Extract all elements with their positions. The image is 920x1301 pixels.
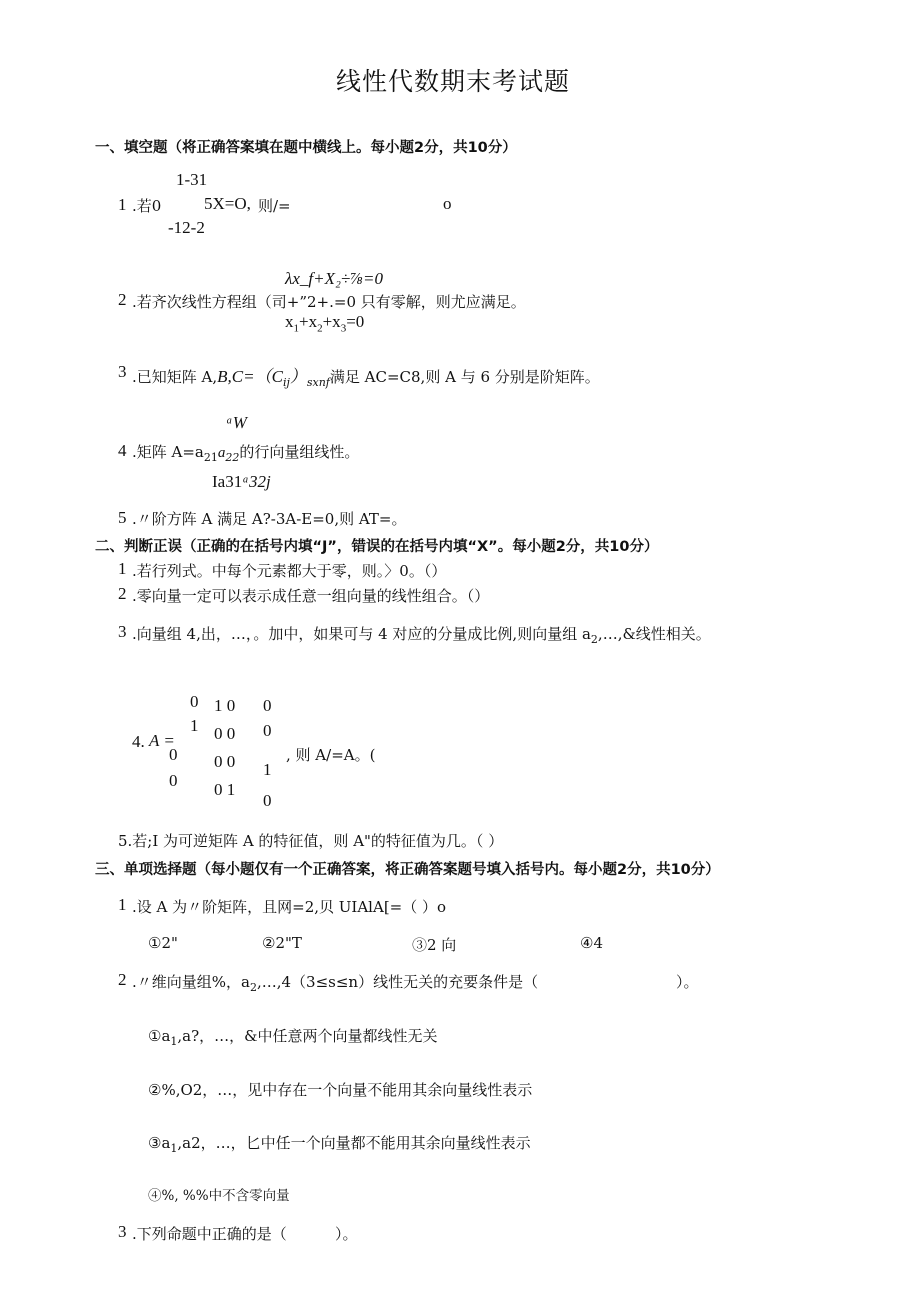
choice-q1-number: 1 — [118, 895, 127, 914]
judge-q4-text: , 则 A/=A。( — [286, 746, 376, 764]
judge-q1-number: 1 — [118, 559, 127, 578]
judge-q3-number: 3 — [118, 622, 127, 641]
judge-q5-text: 5.若;I 为可逆矩阵 A 的特征值，则 A"的特征值为几。（ ） — [118, 832, 504, 850]
choice-q2-text: .〃维向量组%，$a_2,\dots,4(3\le s\le n)$线性无关的充要条件是（ — [132, 973, 539, 994]
fill-q4-number: 4 — [118, 441, 127, 460]
matrix-entry: 0 — [190, 692, 199, 711]
matrix-entry: 0 — [169, 745, 178, 764]
choice-q1-text: .设 A 为〃阶矩阵，且网=2,贝 UIAlA[=（ ）o — [132, 898, 447, 916]
choice-q2-option-3: $③a_1,a2$，…，匕中任一个向量都不能用其余向量线性表示 — [148, 1134, 531, 1155]
fill-q1-text: .若0 — [132, 197, 162, 215]
judge-q4-variable: A = — [149, 731, 175, 750]
fill-q1-after: 则/= — [258, 197, 291, 215]
choice-q2-option-4: ④%, %%中不含零向量 — [148, 1188, 290, 1204]
section-heading-choice: 三、单项选择题（每小题仅有一个正确答案，将正确答案题号填入括号内。每小题2分，共10分） — [95, 862, 720, 878]
fill-q3-number: 3 — [118, 362, 127, 381]
judge-q2-text: .零向量一定可以表示成任意一组向量的线性组合。（） — [132, 587, 490, 605]
choice-q3-close: ）。 — [335, 1225, 358, 1243]
fill-q5-text: .〃阶方阵 A 满足 A?-3A-E=0,则 AT=。 — [132, 510, 407, 528]
fill-q3-text: .已知矩阵 $A,B,C=(C_{ij})_{sxnf}$满足 AC=C8,则 A 与 6 分别是阶矩阵。 — [132, 367, 600, 389]
judge-q4-label: 4. — [132, 732, 145, 751]
fill-q1-number: 1 — [118, 195, 127, 214]
choice-q1-option-1: ①2" — [148, 934, 178, 952]
matrix-entry: 1 — [190, 716, 199, 735]
judge-q1-text: .若行列式。中每个元素都大于零，则。〉0。（） — [132, 562, 447, 580]
choice-q3-number: 3 — [118, 1222, 127, 1241]
page-title: 线性代数期末考试题 — [336, 67, 571, 96]
judge-q2-number: 2 — [118, 584, 127, 603]
fill-q1-det-bottom: -12-2 — [168, 218, 205, 237]
matrix-entry: 1 0 — [214, 696, 236, 715]
choice-q3-text: .下列命题中正确的是（ — [132, 1225, 287, 1243]
fill-q5-number: 5 — [118, 508, 127, 527]
choice-q2-option-1: $①a_1,a$?，…，&中任意两个向量都线性无关 — [148, 1027, 438, 1048]
matrix-entry: 0 — [263, 696, 272, 715]
choice-q2-option-2: ②%,O2，…，见中存在一个向量不能用其余向量线性表示 — [148, 1081, 533, 1099]
matrix-entry: 0 1 — [214, 780, 236, 799]
fill-q4-matrix-bottom: Ia31ᵃ32j — [212, 472, 271, 491]
matrix-entry: 1 — [263, 760, 272, 779]
matrix-entry: 0 — [263, 791, 272, 810]
fill-q4-matrix-top: ᵃW — [226, 413, 247, 432]
fill-q2-number: 2 — [118, 290, 127, 309]
fill-q1-blank-end: o — [443, 194, 452, 213]
choice-q2-close: ）。 — [676, 973, 699, 991]
fill-q2-equation-3: $x_1+x_2+x_3=0$ — [285, 312, 365, 335]
matrix-entry: 0 — [169, 771, 178, 790]
choice-q1-option-3: ③2 向 — [412, 936, 457, 954]
choice-q1-option-2: ②2"T — [262, 934, 302, 952]
fill-q4-text: .矩阵 $A=a_{21}a_{22}$的行向量组线性。 — [132, 443, 360, 464]
choice-q2-number: 2 — [118, 970, 127, 989]
matrix-entry: 0 0 — [214, 724, 236, 743]
section-heading-fill: 一、填空题（将正确答案填在题中横线上。每小题2分，共10分） — [95, 140, 517, 156]
choice-q1-option-4: ④4 — [580, 934, 603, 952]
matrix-entry: 0 0 — [214, 752, 236, 771]
fill-q1-det-top: 1-31 — [176, 170, 208, 189]
matrix-entry: 0 — [263, 721, 272, 740]
judge-q3-text: .向量组 4,出，…，。加中，如果可与 4 对应的分量成比例,则向量组 $a_2,\dots,\&$线性相关。 — [132, 625, 711, 646]
fill-q2-equation-1: λx_f+X₂÷⅞=0 — [285, 269, 383, 288]
section-heading-judge: 二、判断正误（正确的在括号内填“J”，错误的在括号内填“X”。每小题2分，共10分） — [95, 539, 659, 555]
fill-q1-det-mid: 5X=O, — [204, 194, 251, 213]
fill-q2-text: .若齐次线性方程组（司+”2+.=0 只有零解，则尤应满足。 — [132, 293, 526, 311]
